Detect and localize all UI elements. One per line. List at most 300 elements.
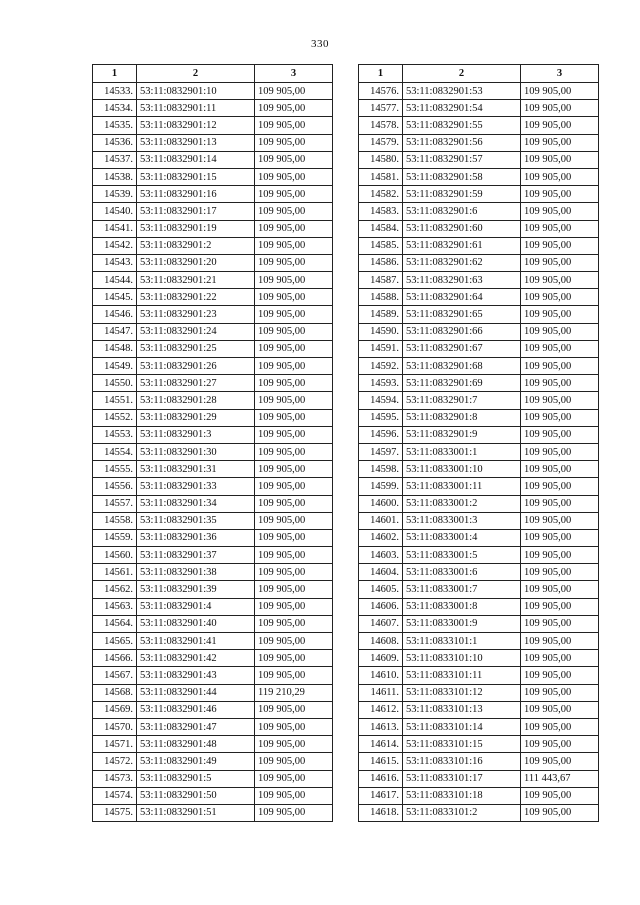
cadastral-value: 109 905,00 <box>521 358 599 375</box>
row-number: 14592. <box>359 358 403 375</box>
table-row <box>359 168 599 185</box>
column-header-3: 3 <box>521 65 599 83</box>
cadastral-number: 53:11:0832901:25 <box>137 340 255 357</box>
row-number: 14587. <box>359 272 403 289</box>
row-number: 14595. <box>359 409 403 426</box>
row-number: 14545. <box>93 289 137 306</box>
table-row <box>359 237 599 254</box>
cadastral-number: 53:11:0833001:5 <box>403 547 521 564</box>
table-row <box>93 581 333 598</box>
table-row <box>93 340 333 357</box>
table-row <box>359 650 599 667</box>
row-number: 14541. <box>93 220 137 237</box>
cadastral-value: 109 905,00 <box>255 289 333 306</box>
row-number: 14609. <box>359 650 403 667</box>
row-number: 14561. <box>93 564 137 581</box>
row-number: 14584. <box>359 220 403 237</box>
cadastral-value: 109 905,00 <box>255 272 333 289</box>
cadastral-value: 111 443,67 <box>521 770 599 787</box>
cadastral-value: 109 905,00 <box>255 701 333 718</box>
cadastral-value: 109 905,00 <box>255 615 333 632</box>
table-row <box>359 701 599 718</box>
cadastral-number: 53:11:0833001:2 <box>403 495 521 512</box>
row-number: 14576. <box>359 83 403 100</box>
cadastral-number: 53:11:0832901:3 <box>137 426 255 443</box>
page-number: 330 <box>311 38 329 50</box>
cadastral-value: 109 905,00 <box>255 512 333 529</box>
cadastral-number: 53:11:0832901:36 <box>137 529 255 546</box>
cadastral-number: 53:11:0832901:47 <box>137 718 255 735</box>
cadastral-value: 109 905,00 <box>255 581 333 598</box>
row-number: 14555. <box>93 461 137 478</box>
table-row <box>93 392 333 409</box>
cadastral-number: 53:11:0832901:58 <box>403 168 521 185</box>
cadastral-number: 53:11:0833001:8 <box>403 598 521 615</box>
cadastral-value: 109 905,00 <box>521 306 599 323</box>
row-number: 14578. <box>359 117 403 134</box>
table-row <box>359 254 599 271</box>
cadastral-value: 109 905,00 <box>521 701 599 718</box>
cadastral-value: 109 905,00 <box>255 495 333 512</box>
row-number: 14597. <box>359 443 403 460</box>
cadastral-value: 109 905,00 <box>255 598 333 615</box>
table-row <box>359 529 599 546</box>
cadastral-number: 53:11:0832901:23 <box>137 306 255 323</box>
row-number: 14608. <box>359 633 403 650</box>
table-row <box>93 375 333 392</box>
row-number: 14550. <box>93 375 137 392</box>
cadastral-value: 109 905,00 <box>255 134 333 151</box>
cadastral-number: 53:11:0832901:55 <box>403 117 521 134</box>
cadastral-number: 53:11:0833001:3 <box>403 512 521 529</box>
cadastral-number: 53:11:0832901:63 <box>403 272 521 289</box>
row-number: 14557. <box>93 495 137 512</box>
row-number: 14600. <box>359 495 403 512</box>
table-row <box>359 220 599 237</box>
table-row <box>93 83 333 100</box>
table-row <box>93 804 333 821</box>
cadastral-number: 53:11:0832901:35 <box>137 512 255 529</box>
cadastral-value: 109 905,00 <box>521 512 599 529</box>
row-number: 14547. <box>93 323 137 340</box>
table-row <box>93 547 333 564</box>
cadastral-number: 53:11:0832901:65 <box>403 306 521 323</box>
row-number: 14594. <box>359 392 403 409</box>
table-row <box>359 581 599 598</box>
row-number: 14560. <box>93 547 137 564</box>
cadastral-value: 109 905,00 <box>255 186 333 203</box>
register-table-left <box>92 64 333 822</box>
cadastral-number: 53:11:0832901:53 <box>403 83 521 100</box>
table-row <box>93 461 333 478</box>
column-header-1: 1 <box>359 65 403 83</box>
row-number: 14533. <box>93 83 137 100</box>
cadastral-value: 109 905,00 <box>521 272 599 289</box>
table-row <box>359 787 599 804</box>
cadastral-number: 53:11:0832901:61 <box>403 237 521 254</box>
row-number: 14569. <box>93 701 137 718</box>
table-row <box>93 100 333 117</box>
cadastral-number: 53:11:0832901:28 <box>137 392 255 409</box>
cadastral-value: 109 905,00 <box>255 168 333 185</box>
table-row <box>359 718 599 735</box>
row-number: 14553. <box>93 426 137 443</box>
row-number: 14577. <box>359 100 403 117</box>
table-row <box>93 478 333 495</box>
row-number: 14614. <box>359 736 403 753</box>
cadastral-value: 109 905,00 <box>255 443 333 460</box>
column-header-2: 2 <box>137 65 255 83</box>
cadastral-number: 53:11:0832901:68 <box>403 358 521 375</box>
cadastral-value: 109 905,00 <box>255 478 333 495</box>
row-number: 14564. <box>93 615 137 632</box>
cadastral-value: 109 905,00 <box>521 426 599 443</box>
cadastral-value: 109 905,00 <box>521 650 599 667</box>
row-number: 14548. <box>93 340 137 357</box>
cadastral-value: 109 905,00 <box>255 358 333 375</box>
cadastral-value: 109 905,00 <box>255 753 333 770</box>
row-number: 14580. <box>359 151 403 168</box>
row-number: 14556. <box>93 478 137 495</box>
cadastral-value: 109 905,00 <box>521 203 599 220</box>
cadastral-number: 53:11:0832901:57 <box>403 151 521 168</box>
cadastral-value: 109 905,00 <box>521 117 599 134</box>
cadastral-number: 53:11:0832901:48 <box>137 736 255 753</box>
row-number: 14566. <box>93 650 137 667</box>
row-number: 14617. <box>359 787 403 804</box>
table-row <box>359 753 599 770</box>
cadastral-number: 53:11:0832901:33 <box>137 478 255 495</box>
row-number: 14618. <box>359 804 403 821</box>
cadastral-number: 53:11:0832901:43 <box>137 667 255 684</box>
cadastral-number: 53:11:0832901:5 <box>137 770 255 787</box>
row-number: 14605. <box>359 581 403 598</box>
cadastral-number: 53:11:0832901:39 <box>137 581 255 598</box>
table-row <box>359 615 599 632</box>
table-row <box>359 461 599 478</box>
cadastral-number: 53:11:0832901:64 <box>403 289 521 306</box>
cadastral-number: 53:11:0833001:6 <box>403 564 521 581</box>
row-number: 14563. <box>93 598 137 615</box>
cadastral-number: 53:11:0832901:20 <box>137 254 255 271</box>
cadastral-number: 53:11:0832901:21 <box>137 272 255 289</box>
cadastral-number: 53:11:0832901:56 <box>403 134 521 151</box>
row-number: 14559. <box>93 529 137 546</box>
row-number: 14551. <box>93 392 137 409</box>
row-number: 14570. <box>93 718 137 735</box>
cadastral-number: 53:11:0832901:69 <box>403 375 521 392</box>
cadastral-value: 109 905,00 <box>521 581 599 598</box>
row-number: 14558. <box>93 512 137 529</box>
cadastral-number: 53:11:0833001:11 <box>403 478 521 495</box>
row-number: 14616. <box>359 770 403 787</box>
cadastral-value: 109 905,00 <box>255 633 333 650</box>
row-number: 14544. <box>93 272 137 289</box>
table-row <box>93 134 333 151</box>
table-row <box>359 134 599 151</box>
row-number: 14603. <box>359 547 403 564</box>
cadastral-value: 109 905,00 <box>521 461 599 478</box>
row-number: 14534. <box>93 100 137 117</box>
cadastral-number: 53:11:0833001:10 <box>403 461 521 478</box>
row-number: 14613. <box>359 718 403 735</box>
column-header-3: 3 <box>255 65 333 83</box>
cadastral-number: 53:11:0833101:16 <box>403 753 521 770</box>
cadastral-number: 53:11:0833101:18 <box>403 787 521 804</box>
cadastral-value: 109 905,00 <box>255 203 333 220</box>
table-row <box>359 186 599 203</box>
cadastral-number: 53:11:0832901:31 <box>137 461 255 478</box>
row-number: 14593. <box>359 375 403 392</box>
cadastral-value: 109 905,00 <box>255 323 333 340</box>
cadastral-number: 53:11:0832901:14 <box>137 151 255 168</box>
row-number: 14604. <box>359 564 403 581</box>
cadastral-number: 53:11:0832901:41 <box>137 633 255 650</box>
table-row <box>93 667 333 684</box>
cadastral-number: 53:11:0832901:22 <box>137 289 255 306</box>
row-number: 14552. <box>93 409 137 426</box>
table-row <box>93 323 333 340</box>
row-number: 14572. <box>93 753 137 770</box>
cadastral-value: 109 905,00 <box>255 409 333 426</box>
row-number: 14540. <box>93 203 137 220</box>
table-row <box>359 358 599 375</box>
cadastral-value: 109 905,00 <box>521 633 599 650</box>
cadastral-value: 109 905,00 <box>255 718 333 735</box>
table-row <box>93 117 333 134</box>
cadastral-number: 53:11:0832901:24 <box>137 323 255 340</box>
table-row <box>93 495 333 512</box>
header-row <box>93 65 333 83</box>
cadastral-number: 53:11:0833101:2 <box>403 804 521 821</box>
cadastral-number: 53:11:0832901:13 <box>137 134 255 151</box>
row-number: 14554. <box>93 443 137 460</box>
table-row <box>359 340 599 357</box>
row-number: 14610. <box>359 667 403 684</box>
cadastral-number: 53:11:0832901:2 <box>137 237 255 254</box>
cadastral-value: 109 905,00 <box>521 667 599 684</box>
cadastral-number: 53:11:0833101:13 <box>403 701 521 718</box>
cadastral-value: 109 905,00 <box>255 306 333 323</box>
cadastral-number: 53:11:0832901:66 <box>403 323 521 340</box>
table-row <box>93 443 333 460</box>
cadastral-value: 109 905,00 <box>521 736 599 753</box>
row-number: 14543. <box>93 254 137 271</box>
table-row <box>359 564 599 581</box>
row-number: 14581. <box>359 168 403 185</box>
table-row <box>93 787 333 804</box>
cadastral-number: 53:11:0832901:42 <box>137 650 255 667</box>
table-row <box>359 443 599 460</box>
cadastral-number: 53:11:0832901:60 <box>403 220 521 237</box>
cadastral-value: 109 905,00 <box>255 117 333 134</box>
cadastral-value: 109 905,00 <box>521 100 599 117</box>
row-number: 14579. <box>359 134 403 151</box>
cadastral-value: 109 905,00 <box>521 564 599 581</box>
row-number: 14535. <box>93 117 137 134</box>
cadastral-value: 109 905,00 <box>255 392 333 409</box>
row-number: 14611. <box>359 684 403 701</box>
row-number: 14591. <box>359 340 403 357</box>
table-row <box>93 306 333 323</box>
table-row <box>93 701 333 718</box>
table-row <box>93 220 333 237</box>
cadastral-value: 109 905,00 <box>521 598 599 615</box>
cadastral-number: 53:11:0833001:1 <box>403 443 521 460</box>
cadastral-value: 109 905,00 <box>521 718 599 735</box>
table-row <box>93 633 333 650</box>
table-row <box>93 186 333 203</box>
row-number: 14588. <box>359 289 403 306</box>
cadastral-number: 53:11:0832901:37 <box>137 547 255 564</box>
row-number: 14598. <box>359 461 403 478</box>
cadastral-value: 119 210,29 <box>255 684 333 701</box>
cadastral-number: 53:11:0832901:38 <box>137 564 255 581</box>
row-number: 14565. <box>93 633 137 650</box>
table-row <box>359 598 599 615</box>
cadastral-value: 109 905,00 <box>521 787 599 804</box>
table-row <box>359 323 599 340</box>
cadastral-number: 53:11:0832901:46 <box>137 701 255 718</box>
table-row <box>359 289 599 306</box>
cadastral-value: 109 905,00 <box>255 83 333 100</box>
table-row <box>359 547 599 564</box>
row-number: 14567. <box>93 667 137 684</box>
cadastral-value: 109 905,00 <box>521 495 599 512</box>
cadastral-value: 109 905,00 <box>521 254 599 271</box>
table-row <box>93 168 333 185</box>
cadastral-number: 53:11:0833101:10 <box>403 650 521 667</box>
row-number: 14601. <box>359 512 403 529</box>
row-number: 14573. <box>93 770 137 787</box>
row-number: 14536. <box>93 134 137 151</box>
table-row <box>93 598 333 615</box>
cadastral-number: 53:11:0833001:7 <box>403 581 521 598</box>
cadastral-value: 109 905,00 <box>255 237 333 254</box>
cadastral-number: 53:11:0833101:1 <box>403 633 521 650</box>
cadastral-value: 109 905,00 <box>255 254 333 271</box>
row-number: 14599. <box>359 478 403 495</box>
row-number: 14596. <box>359 426 403 443</box>
row-number: 14582. <box>359 186 403 203</box>
table-row <box>359 151 599 168</box>
cadastral-number: 53:11:0832901:29 <box>137 409 255 426</box>
row-number: 14615. <box>359 753 403 770</box>
table-row <box>359 83 599 100</box>
register-table-right <box>358 64 599 822</box>
cadastral-number: 53:11:0832901:19 <box>137 220 255 237</box>
row-number: 14589. <box>359 306 403 323</box>
row-number: 14546. <box>93 306 137 323</box>
cadastral-number: 53:11:0832901:59 <box>403 186 521 203</box>
header-row <box>359 65 599 83</box>
cadastral-number: 53:11:0832901:11 <box>137 100 255 117</box>
cadastral-value: 109 905,00 <box>255 667 333 684</box>
cadastral-number: 53:11:0833101:14 <box>403 718 521 735</box>
table-row <box>93 529 333 546</box>
table-row <box>359 495 599 512</box>
row-number: 14583. <box>359 203 403 220</box>
row-number: 14568. <box>93 684 137 701</box>
cadastral-number: 53:11:0832901:30 <box>137 443 255 460</box>
cadastral-value: 109 905,00 <box>521 323 599 340</box>
table-row <box>93 736 333 753</box>
table-row <box>93 770 333 787</box>
row-number: 14612. <box>359 701 403 718</box>
row-number: 14549. <box>93 358 137 375</box>
cadastral-value: 109 905,00 <box>521 134 599 151</box>
table-row <box>359 100 599 117</box>
cadastral-number: 53:11:0832901:54 <box>403 100 521 117</box>
cadastral-value: 109 905,00 <box>255 461 333 478</box>
cadastral-number: 53:11:0833101:15 <box>403 736 521 753</box>
table-row <box>93 272 333 289</box>
cadastral-value: 109 905,00 <box>255 650 333 667</box>
table-row <box>359 512 599 529</box>
cadastral-number: 53:11:0832901:16 <box>137 186 255 203</box>
row-number: 14602. <box>359 529 403 546</box>
table-row <box>93 650 333 667</box>
cadastral-value: 109 905,00 <box>521 168 599 185</box>
cadastral-value: 109 905,00 <box>255 220 333 237</box>
row-number: 14539. <box>93 186 137 203</box>
table-row <box>359 409 599 426</box>
cadastral-number: 53:11:0832901:50 <box>137 787 255 804</box>
cadastral-value: 109 905,00 <box>521 684 599 701</box>
cadastral-number: 53:11:0832901:7 <box>403 392 521 409</box>
cadastral-value: 109 905,00 <box>255 547 333 564</box>
cadastral-number: 53:11:0832901:17 <box>137 203 255 220</box>
cadastral-number: 53:11:0832901:12 <box>137 117 255 134</box>
cadastral-number: 53:11:0832901:15 <box>137 168 255 185</box>
cadastral-value: 109 905,00 <box>255 340 333 357</box>
cadastral-value: 109 905,00 <box>521 289 599 306</box>
cadastral-number: 53:11:0832901:8 <box>403 409 521 426</box>
table-row <box>93 203 333 220</box>
row-number: 14537. <box>93 151 137 168</box>
table-row <box>359 375 599 392</box>
cadastral-value: 109 905,00 <box>255 151 333 168</box>
row-number: 14575. <box>93 804 137 821</box>
cadastral-value: 109 905,00 <box>521 151 599 168</box>
table-row <box>359 736 599 753</box>
table-row <box>359 272 599 289</box>
table-row <box>359 426 599 443</box>
cadastral-value: 109 905,00 <box>521 186 599 203</box>
table-row <box>93 409 333 426</box>
table-row <box>93 564 333 581</box>
table-row <box>359 633 599 650</box>
table-row <box>93 289 333 306</box>
cadastral-number: 53:11:0832901:27 <box>137 375 255 392</box>
table-row <box>93 151 333 168</box>
table-row <box>359 392 599 409</box>
row-number: 14606. <box>359 598 403 615</box>
cadastral-value: 109 905,00 <box>521 392 599 409</box>
cadastral-value: 109 905,00 <box>255 564 333 581</box>
row-number: 14585. <box>359 237 403 254</box>
cadastral-number: 53:11:0832901:67 <box>403 340 521 357</box>
table-row <box>359 306 599 323</box>
table-row <box>93 615 333 632</box>
table-row <box>93 753 333 770</box>
cadastral-value: 109 905,00 <box>521 615 599 632</box>
row-number: 14571. <box>93 736 137 753</box>
cadastral-value: 109 905,00 <box>255 736 333 753</box>
column-header-2: 2 <box>403 65 521 83</box>
cadastral-value: 109 905,00 <box>521 443 599 460</box>
cadastral-value: 109 905,00 <box>521 547 599 564</box>
